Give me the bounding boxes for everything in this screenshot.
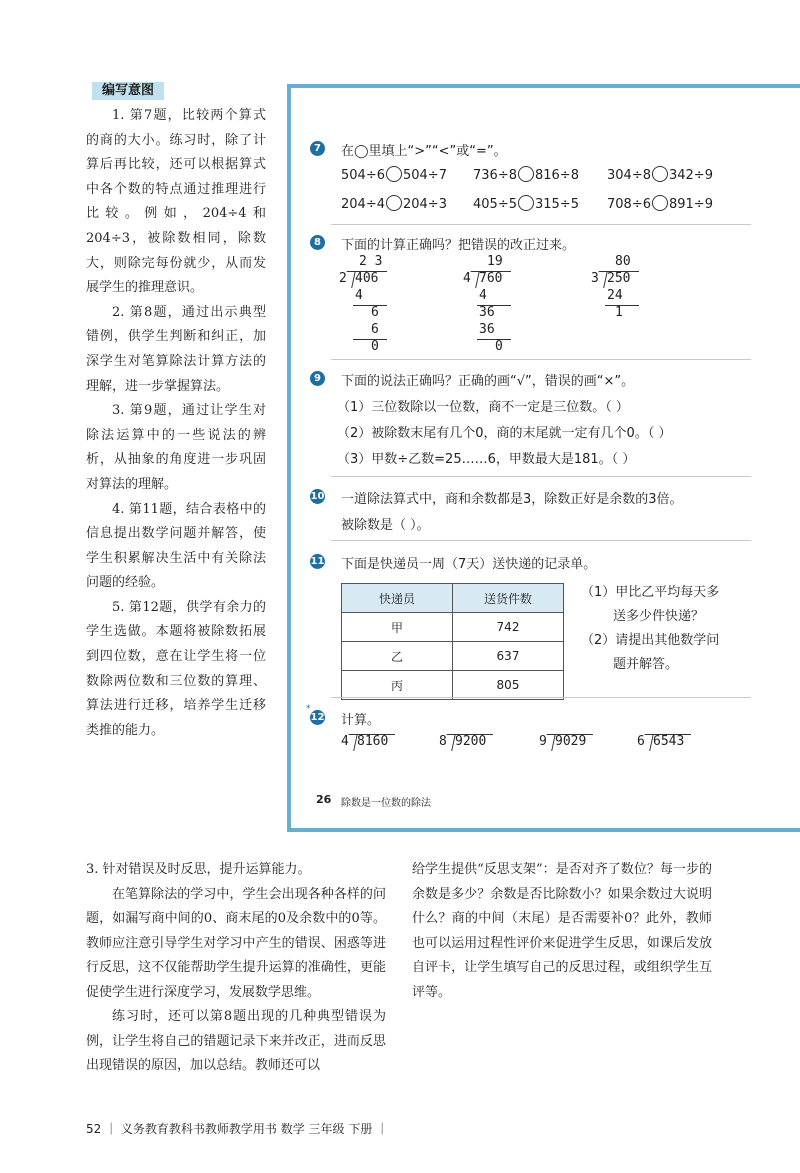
sidebar-title: 编写意图	[92, 82, 164, 100]
q7-expr: 204÷4 204÷3	[341, 197, 447, 212]
delivery-table	[341, 583, 564, 700]
compare-circle[interactable]	[518, 195, 534, 211]
table-header-row	[342, 584, 564, 613]
q11-question-2a: （2）请提出其他数学问	[581, 633, 720, 648]
sidebar-notes	[86, 104, 266, 743]
q7-expr: 708÷6 891÷9	[607, 197, 713, 212]
optional-star: *	[306, 704, 311, 714]
compare-circle[interactable]	[386, 166, 402, 182]
divider	[331, 697, 751, 698]
divider	[331, 540, 751, 541]
sidebar-note-2: 2. 第8题，通过出示典型错例，供学生判断和纠正，加深学生对笔算除法计算方法的理解，进一步掌握算法。	[86, 304, 266, 394]
q9-item-1: （1）三位数除以一位数，商不一定是三位数。（ ）	[337, 400, 629, 415]
table-header: 送货件数	[453, 584, 564, 613]
q11-question-1a: （1）甲比乙平均每天多	[581, 585, 720, 600]
bottom-paragraph: 给学生提供“反思支架”：是否对齐了数位？每一步的余数是多少？余数是否比除数小？如果余数过大说明什么？商的中间（末尾）是否需要补0？此外，教师也可以运用过程性评价来促进学生反思，如课后发放自评卡，让学生填写自己的反思过程，或组织学生互评等。	[412, 862, 712, 1000]
bottom-heading: 3. 针对错误及时反思，提升运算能力。	[86, 862, 311, 877]
textbook-page-number: 26	[316, 793, 332, 806]
question-10-line-2: 被除数是（ ）。	[341, 518, 430, 533]
q7-expr: 405÷5 315÷5	[473, 197, 579, 212]
q7-expr: 736÷8 816÷8	[473, 168, 579, 183]
textbook-unit-title: 除数是一位数的除法	[341, 798, 431, 809]
question-9-text: 下面的说法正确吗？正确的画“√”，错误的画“×”。	[341, 374, 635, 389]
sidebar-note-5: 5. 第12题，供学有余力的学生选做。本题将被除数拓展到四位数，意在让学生将一位数除两位数和三位数的算理、算法进行迁移，培养学生迁移类推的能力。	[86, 599, 266, 738]
question-10-line-1: 一道除法算式中，商和余数都是3，除数正好是余数的3倍。	[341, 492, 683, 507]
table-header: 快递员	[342, 584, 453, 613]
q9-item-3: （3）甲数÷乙数=25……6，甲数最大是181。（ ）	[337, 452, 636, 467]
bottom-left-column	[86, 858, 386, 1079]
q9-item-2: （2）被除数末尾有几个0，商的末尾就一定有几个0。（ ）	[337, 426, 672, 441]
page-footer: 52 ｜ 义务教育教科书教师教学用书 数学 三年级 下册 ｜	[86, 1122, 389, 1136]
sidebar-note-3: 3. 第9题，通过让学生对除法运算中的一些说法的辨析，从抽象的角度进一步巩固对算法的理解。	[86, 403, 266, 492]
question-9-number: 9	[310, 371, 325, 386]
question-10-number: 10	[310, 491, 325, 502]
table-row: 甲 742	[342, 613, 564, 642]
question-8-text: 下面的计算正确吗？把错误的改正过来。	[341, 238, 576, 253]
q11-question-1b: 送多少件快递？	[613, 609, 705, 624]
question-12-text: 计算。	[341, 713, 381, 728]
compare-circle[interactable]	[652, 195, 668, 211]
compare-circle[interactable]	[518, 166, 534, 182]
question-7-text: 在◯里填上“>”“<”或“=”。	[341, 144, 507, 159]
compare-circle[interactable]	[652, 166, 668, 182]
bottom-paragraph: 在笔算除法的学习中，学生会出现各种各样的问题，如漏写商中间的0、商末尾的0及余数中的0等。教师应注意引导学生对学习中产生的错误、困惑等进行反思，这不仅能帮助学生提升运算的准确性，更能促使学生进行深度学习，发展数学思维。	[86, 886, 386, 1000]
bottom-paragraph: 练习时，还可以第8题出现的几种典型错误为例，让学生将自己的错题记录下来并改正，进而反思出现错误的原因，加以总结。教师还可以	[86, 1009, 386, 1073]
divider	[331, 359, 751, 360]
q11-question-2b: 题并解答。	[613, 657, 679, 672]
table-row: 丙 805	[342, 671, 564, 700]
q7-expr: 304÷8 342÷9	[607, 168, 713, 183]
question-8-number: 8	[310, 235, 325, 250]
divider	[331, 476, 751, 477]
bottom-right-column	[412, 858, 712, 1005]
question-11-number: 11	[310, 556, 325, 567]
divider	[331, 224, 751, 225]
question-12-number: 12	[310, 712, 325, 723]
sidebar-note-1: 1. 第7题，比较两个算式的商的大小。练习时，除了计算后再比较，还可以根据算式中各个数的特点通过推理进行比较。例如，204÷4和204÷3，被除数相同，除数大，则除完每份就少，从而发展学生的推理意识。	[86, 108, 266, 296]
table-row: 乙 637	[342, 642, 564, 671]
q7-expr: 504÷6 504÷7	[341, 168, 447, 183]
question-7-number: 7	[310, 141, 325, 156]
sidebar-note-4: 4. 第11题，结合表格中的信息提出数学问题并解答，使学生积累解决生活中有关除法问题的经验。	[86, 501, 266, 591]
textbook-page: 7 在◯里填上“>”“<”或“=”。 504÷6 504÷7 736÷8 816÷8 304÷8 342÷9 204÷4 204÷3 405÷5 315÷5 708÷6 891÷9 8 下面的计算正确吗？把错误的改正过来。 2 3 2 406 4 6 6 0 19 4 760 4 36 36 0 80 3 250 24 1 9 下面的说法正确吗？正确的画“√”，错误的画“×”。 （1）三位数除以一位数，商不一定是三位数。（ ） （2）被除数末尾有几个0，商的末尾就一定有几个0。（ ） （3）甲数÷乙数=25……6，甲数最大是181。（ ） 10 一道除法算式中，商和余数都是3，除数正好是余数的3倍。 被除数是（ ）。 11 下面是快递员一周（7天）送快递的记录单。 快递员 送货件数 甲 742 乙 637 丙 805 （1）甲比乙平均每天多 送多少件快递？ （2）请提出其他数学问 题并解答。 * 12 计算。 4 8160 8 9200 9 9029 6 6543 26 除数是一位数的除法	[287, 84, 800, 832]
question-11-text: 下面是快递员一周（7天）送快递的记录单。	[341, 557, 597, 572]
compare-circle[interactable]	[386, 195, 402, 211]
